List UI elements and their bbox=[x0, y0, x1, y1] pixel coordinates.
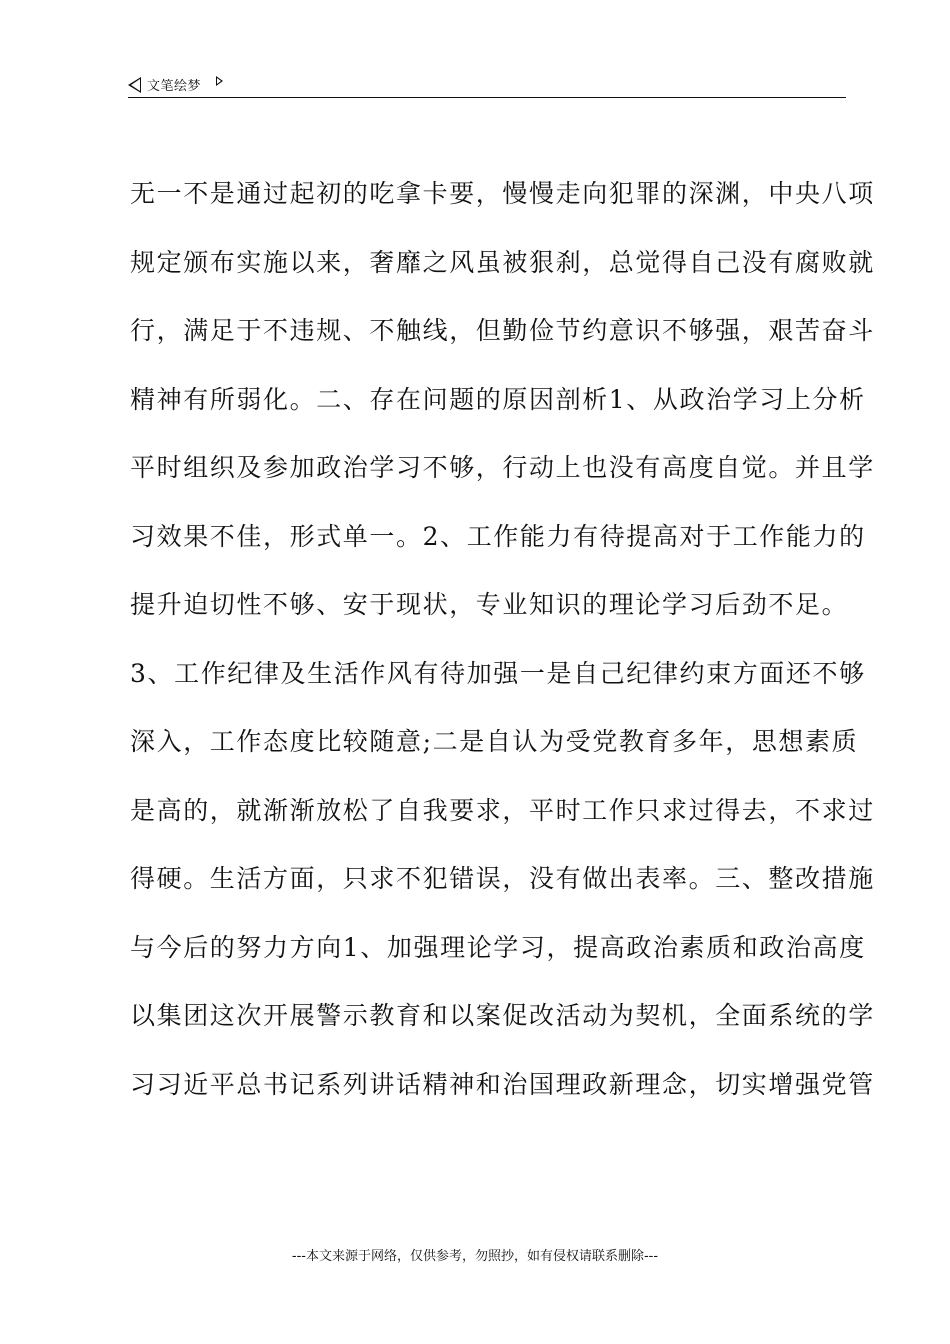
text-line: 平时组织及参加政治学习不够，行动上也没有高度自觉。并且学 bbox=[130, 453, 875, 482]
header-divider bbox=[128, 97, 846, 98]
text-line: 无一不是通过起初的吃拿卡要，慢慢走向犯罪的深渊，中央八项 bbox=[130, 179, 875, 208]
text-line: 精神有所弱化。二、存在问题的原因剖析1、从政治学习上分析 bbox=[130, 384, 866, 414]
text-line: 习效果不佳，形式单一。2、工作能力有待提高对于工作能力的 bbox=[130, 521, 866, 551]
text-line: 以集团这次开展警示教育和以案促改活动为契机，全面系统的学 bbox=[130, 1001, 875, 1030]
text-line: 得硬。生活方面，只求不犯错误，没有做出表率。三、整改措施 bbox=[130, 864, 875, 893]
text-line: 深入，工作态度比较随意;二是自认为受党教育多年，思想素质 bbox=[130, 727, 859, 756]
header-title: 文笔绘梦 bbox=[147, 79, 202, 94]
document-body bbox=[130, 160, 875, 1119]
page-header bbox=[128, 74, 846, 96]
text-line: 行，满足于不违规、不触线，但勤俭节约意识不够强，艰苦奋斗 bbox=[130, 316, 875, 345]
text-line: 与今后的努力方向1、加强理论学习，提高政治素质和政治高度 bbox=[130, 932, 866, 962]
text-line: 规定颁布实施以来，奢靡之风虽被狠刹，总觉得自己没有腐败就 bbox=[130, 247, 875, 277]
text-line: 3、工作纪律及生活作风有待加强一是自己纪律约束方面还不够 bbox=[130, 658, 866, 688]
text-line: 是高的，就渐渐放松了自我要求，平时工作只求过得去，不求过 bbox=[130, 795, 875, 825]
page-footer-disclaimer: ---本文来源于网络，仅供参考，勿照抄，如有侵权请联系删除--- bbox=[291, 1249, 659, 1264]
triangle-right-icon bbox=[216, 76, 223, 86]
triangle-left-icon bbox=[128, 77, 141, 93]
text-line: 习习近平总书记系列讲话精神和治国理政新理念，切实增强党管 bbox=[130, 1069, 875, 1099]
text-line: 提升迫切性不够、安于现状，专业知识的理论学习后劲不足。 bbox=[130, 590, 849, 619]
